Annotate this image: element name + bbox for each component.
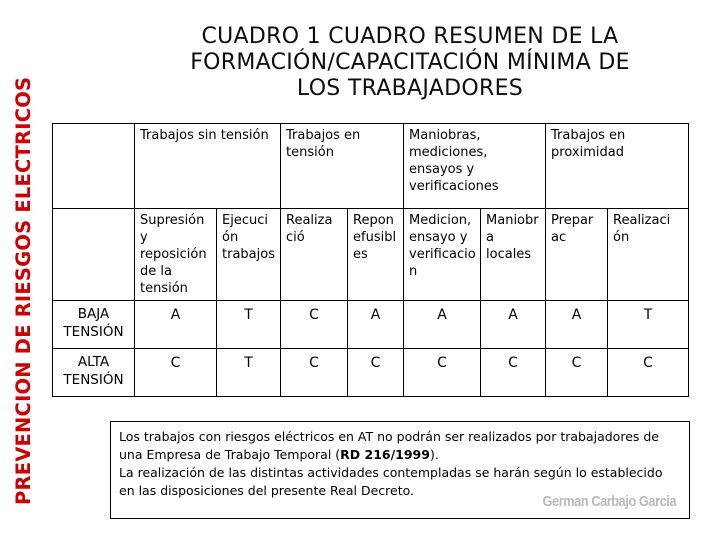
note-text: Los trabajos con riesgos eléctricos en AT no podrán ser realizados por trabajadores de una Empresa de Trabajo Temporal ( — [119, 429, 659, 462]
subheader: Realiza ció — [281, 209, 348, 301]
summary-table — [52, 123, 689, 397]
table-cell: C — [348, 349, 404, 397]
subheader: Ejecuci ón trabajos — [217, 209, 281, 301]
table-cell: T — [608, 301, 689, 349]
subheader: Realizaci ón — [608, 209, 689, 301]
table-cell: A — [135, 301, 217, 349]
table-cell: C — [281, 301, 348, 349]
title-line-3: LOS TRABAJADORES — [296, 76, 524, 101]
subheader: Medicion, ensayo y verificacio n — [404, 209, 481, 301]
table-cell: A — [404, 301, 481, 349]
group-header: Trabajos sin tensión — [135, 124, 281, 209]
subheader: Repon efusibl es — [348, 209, 404, 301]
subheader: Supresión y reposición de la tensión — [135, 209, 217, 301]
group-header-row — [53, 124, 689, 209]
note-reference: RD 216/1999 — [340, 447, 430, 462]
page-title — [120, 24, 700, 102]
corner-cell — [53, 124, 135, 209]
title-line-1: CUADRO 1 CUADRO RESUMEN DE LA — [201, 24, 619, 49]
table-row — [53, 349, 689, 397]
table-row — [53, 301, 689, 349]
subheader: Prepar ac — [546, 209, 608, 301]
side-title: PREVENCION DE RIESGOS ELECTRICOS — [12, 76, 35, 505]
table-cell: T — [217, 301, 281, 349]
table-cell: C — [281, 349, 348, 397]
subheader-row — [53, 209, 689, 301]
table-cell: C — [404, 349, 481, 397]
corner-cell — [53, 209, 135, 301]
table-cell: C — [546, 349, 608, 397]
table-cell: C — [481, 349, 546, 397]
group-header: Trabajos en tensión — [281, 124, 404, 209]
table-cell: A — [481, 301, 546, 349]
table-cell: T — [217, 349, 281, 397]
table-cell: A — [546, 301, 608, 349]
table-cell: C — [135, 349, 217, 397]
row-label: ALTA TENSIÓN — [53, 349, 135, 397]
group-header: Maniobras, mediciones, ensayos y verificaciones — [404, 124, 546, 209]
group-header: Trabajos en proximidad — [546, 124, 689, 209]
author-signature: German Carbajo Garcia — [542, 493, 676, 510]
title-line-2: FORMACIÓN/CAPACITACIÓN MÍNIMA DE — [190, 50, 630, 75]
subheader: Maniobr a locales — [481, 209, 546, 301]
note-text-2: La realización de las distintas actividades contempladas se harán según lo establecido en las disposiciones del presente Real Decreto. — [119, 465, 663, 498]
note-text-end: ). — [429, 447, 439, 462]
row-label: BAJA TENSIÓN — [53, 301, 135, 349]
table-cell: C — [608, 349, 689, 397]
table-cell: A — [348, 301, 404, 349]
